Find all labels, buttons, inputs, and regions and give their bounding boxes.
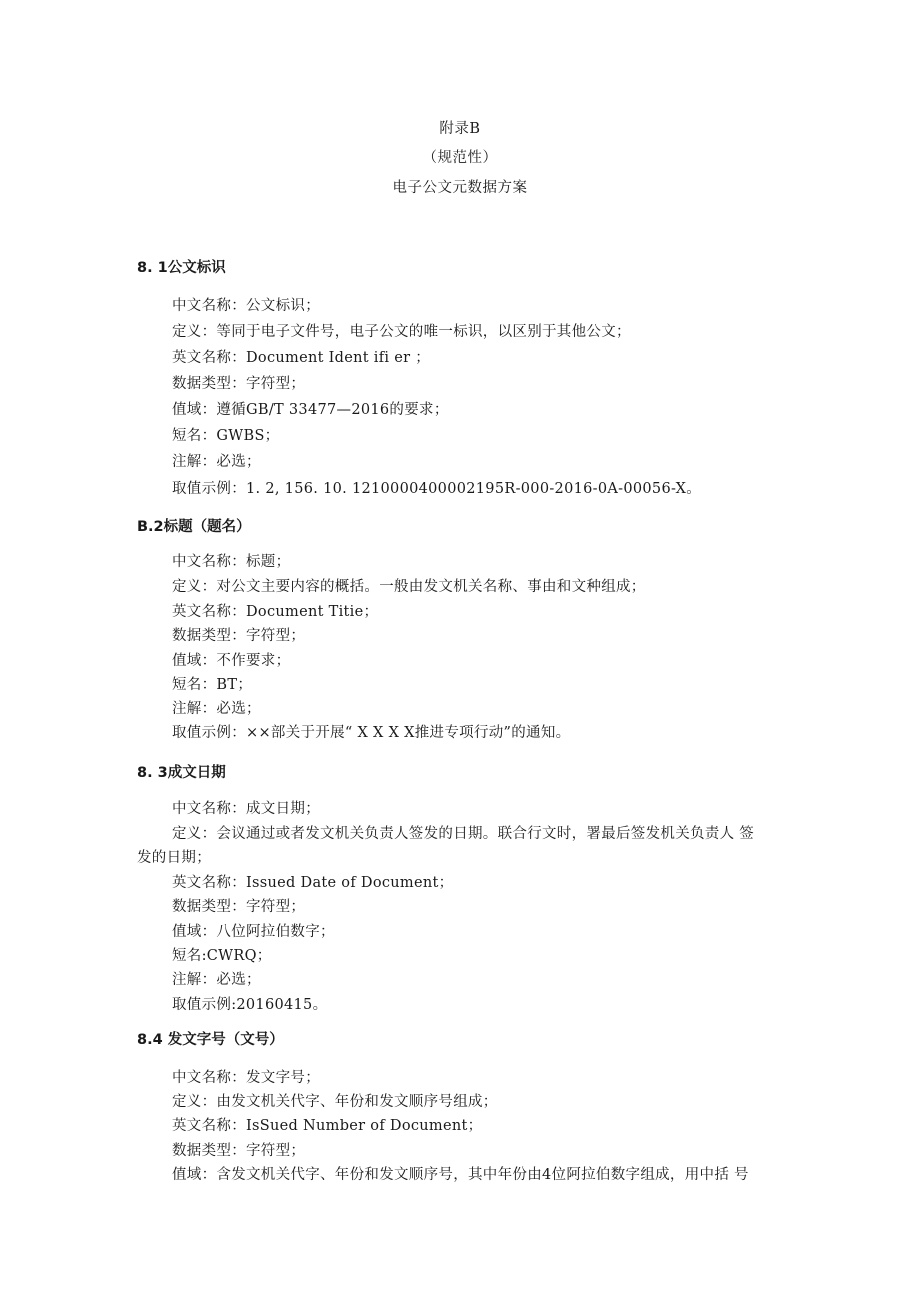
section-heading: 8.4 发文字号（文号） <box>137 1032 284 1048</box>
field-line: 注解：必选； <box>172 454 261 470</box>
field-line: 中文名称：发文字号； <box>172 1070 320 1086</box>
field-line: 取值示例:20160415。 <box>172 997 328 1013</box>
field-line: 取值示例：××部关于开展“ X X X X推进专项行动”的通知。 <box>172 725 571 741</box>
field-line: 英文名称：IsSued Number of Document； <box>172 1118 483 1134</box>
field-line: 注解：必选； <box>172 972 261 988</box>
field-line: 中文名称：标题； <box>172 554 291 570</box>
field-line: 值域：八位阿拉伯数字； <box>172 924 335 940</box>
field-line: 数据类型：字符型； <box>172 899 306 915</box>
appendix-title: 电子公文元数据方案 <box>392 180 528 196</box>
field-line: 短名：BT； <box>172 677 253 693</box>
field-line: 值域：含发文机关代字、年份和发文顺序号，其中年份由4位阿拉伯数字组成，用中括 号 <box>172 1167 749 1183</box>
section-heading: 8. 1公文标识 <box>137 260 226 276</box>
field-line: 定义：会议通过或者发文机关负责人签发的日期。联合行文时，署最后签发机关负责人 签 <box>172 826 755 842</box>
field-line: 数据类型：字符型； <box>172 376 306 392</box>
field-line: 英文名称：Issued Date of Document； <box>172 875 454 891</box>
field-line: 英文名称：Document Ident ifi er ； <box>172 350 431 366</box>
appendix-nature: （规范性） <box>422 150 498 166</box>
field-line: 值域：不作要求； <box>172 653 291 669</box>
field-line: 短名：GWBS； <box>172 428 280 444</box>
field-line: 数据类型：字符型； <box>172 1143 306 1159</box>
field-line: 中文名称：公文标识； <box>172 298 320 314</box>
section-heading: 8. 3成文日期 <box>137 765 226 781</box>
field-line: 定义：由发文机关代字、年份和发文顺序号组成； <box>172 1094 498 1110</box>
field-line: 定义：等同于电子文件号，电子公文的唯一标识，以区别于其他公文； <box>172 324 631 340</box>
field-line: 定义：对公文主要内容的概括。一般由发文机关名称、事由和文种组成； <box>172 579 646 595</box>
section-heading: B.2标题（题名） <box>137 519 251 535</box>
field-line: 取值示例：1. 2, 156. 10. 1210000400002195R-000-2016-0A-00056-X。 <box>172 481 702 497</box>
field-line: 数据类型：字符型； <box>172 628 306 644</box>
field-line: 注解：必选； <box>172 701 261 717</box>
field-line: 值域：遵循GB/T 33477—2016的要求； <box>172 402 449 418</box>
appendix-label: 附录B <box>439 121 481 137</box>
field-line: 短名:CWRQ； <box>172 948 272 964</box>
field-line: 英文名称：Document Titie； <box>172 604 379 620</box>
field-line-continuation: 发的日期； <box>137 850 211 866</box>
field-line: 中文名称：成文日期； <box>172 801 320 817</box>
